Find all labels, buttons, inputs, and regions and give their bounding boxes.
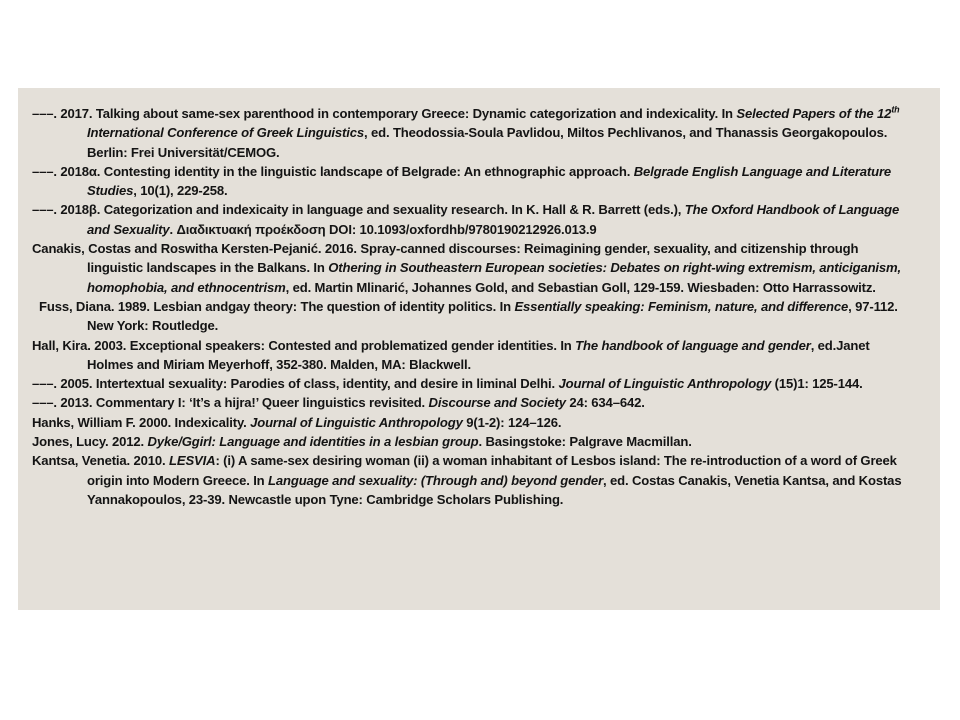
reference-title-segment: Selected Papers of the 12 [736,106,892,121]
reference-title-segment: Language and sexuality: (Through and) beyond gender [268,472,604,488]
reference-entry [32,162,902,201]
reference-text-segment: 24: 634–642. [565,395,645,411]
reference-entry [32,297,902,336]
reference-text-segment: (15)1: 125-144. [771,376,863,392]
reference-text-segment: Hanks, William F. 2000. Indexicality. [32,414,251,430]
reference-title-segment: Othering in Southeastern European societies: Debates on right-wing extremism, anticiganism, homophobia, and ethnocentrism [87,260,902,295]
reference-text-segment: : (i) A same-sex desiring woman (ii) a woman inhabitant of Lesbos island: The re-introduction of a word of Greek origin into Modern Greece. In [87,453,897,488]
reference-text-segment: , ed. Theodossia-Soula Pavlidou, Miltos Pechlivanos, and Thanassis Georgakopoulos. Berlin: Frei Universität/CEMOG. [87,125,888,160]
reference-entry [32,451,902,509]
reference-entry [32,413,902,432]
reference-entry [32,336,902,375]
reference-text-segment: Canakis, Costas and Roswitha Kersten-Pejanić. 2016. Spray-canned discourses: Reimagining gender, sexuality, and citizenship through linguistic landscapes in the Balkans. In [32,241,859,276]
reference-title-segment: th [891,104,900,115]
reference-text-segment: , 97-112. New York: Routledge. [87,298,898,334]
reference-text-segment: . Διαδικτυακή προέκδοση DOI: 10.1093/oxfordhb/9780190212926.013.9 [169,221,597,237]
reference-title-segment: Dyke/Ggirl: Language and identities in a lesbian group [147,434,479,450]
reference-text-segment: –––. 2017. Talking about same-sex parenthood in contemporary Greece: Dynamic categorization and indexicality. In [32,106,737,121]
reference-text-segment: 9(1-2): 124–126. [462,414,562,430]
reference-title-segment: Journal of Linguistic Anthropology [558,376,772,392]
reference-text-segment: . Basingstoke: Palgrave Macmillan. [478,434,692,450]
reference-entry [32,374,902,393]
reference-title-segment: International Conference of Greek Linguistics [87,125,365,141]
reference-text-segment: Hall, Kira. 2003. Exceptional speakers: Contested and problematized gender identities. In [32,337,576,353]
reference-text-segment: –––. 2005. Intertextual sexuality: Parodies of class, identity, and desire in liminal Delhi. [32,376,559,392]
reference-text-segment: , 10(1), 229-258. [133,183,228,199]
reference-text-segment: –––. 2018β. Categorization and indexicaity in language and sexuality research. In K. Hall & R. Barrett (eds.), [32,202,685,218]
reference-text-segment: Fuss, Diana. 1989. Lesbian andgay theory: The question of identity politics. In [39,298,515,314]
reference-entry [32,200,902,239]
reference-title-segment: Discourse and Society [428,395,566,411]
reference-text-segment: Kantsa, Venetia. 2010. [32,453,170,469]
reference-text-segment: , ed.Janet Holmes and Miriam Meyerhoff, 352-380. Malden, MA: Blackwell. [87,337,870,372]
reference-text-segment: –––. 2013. Commentary I: ‘It’s a hijra!’ Queer linguistics revisited. [32,395,429,411]
reference-title-segment: Belgrade English Language and Literature Studies [87,163,892,199]
reference-entry [32,104,902,162]
reference-list [32,104,902,509]
reference-text-segment: Jones, Lucy. 2012. [32,434,148,450]
reference-entry [32,239,902,297]
reference-text-segment: –––. 2018α. Contesting identity in the linguistic landscape of Belgrade: An ethnographic approach. [32,163,634,179]
reference-title-segment: The Oxford Handbook of Language and Sexuality [87,202,900,237]
reference-entry [32,393,902,412]
reference-title-segment: Journal of Linguistic Anthropology [250,414,463,430]
reference-text-segment: , ed. Martin Mlinarić, Johannes Gold, and Sebastian Goll, 129-159. Wiesbaden: Otto Harrassowitz. [285,279,876,295]
reference-entry [32,432,902,451]
reference-text-segment: , ed. Costas Canakis, Venetia Kantsa, and Kostas Yannakopoulos, 23-39. Newcastle upon Tyne: Cambridge Scholars Publishing. [87,472,902,507]
reference-title-segment: LESVIA [169,453,216,469]
reference-title-segment: Essentially speaking: Feminism, nature, and difference [514,298,849,314]
reference-title-segment: The handbook of language and gender [575,337,811,353]
